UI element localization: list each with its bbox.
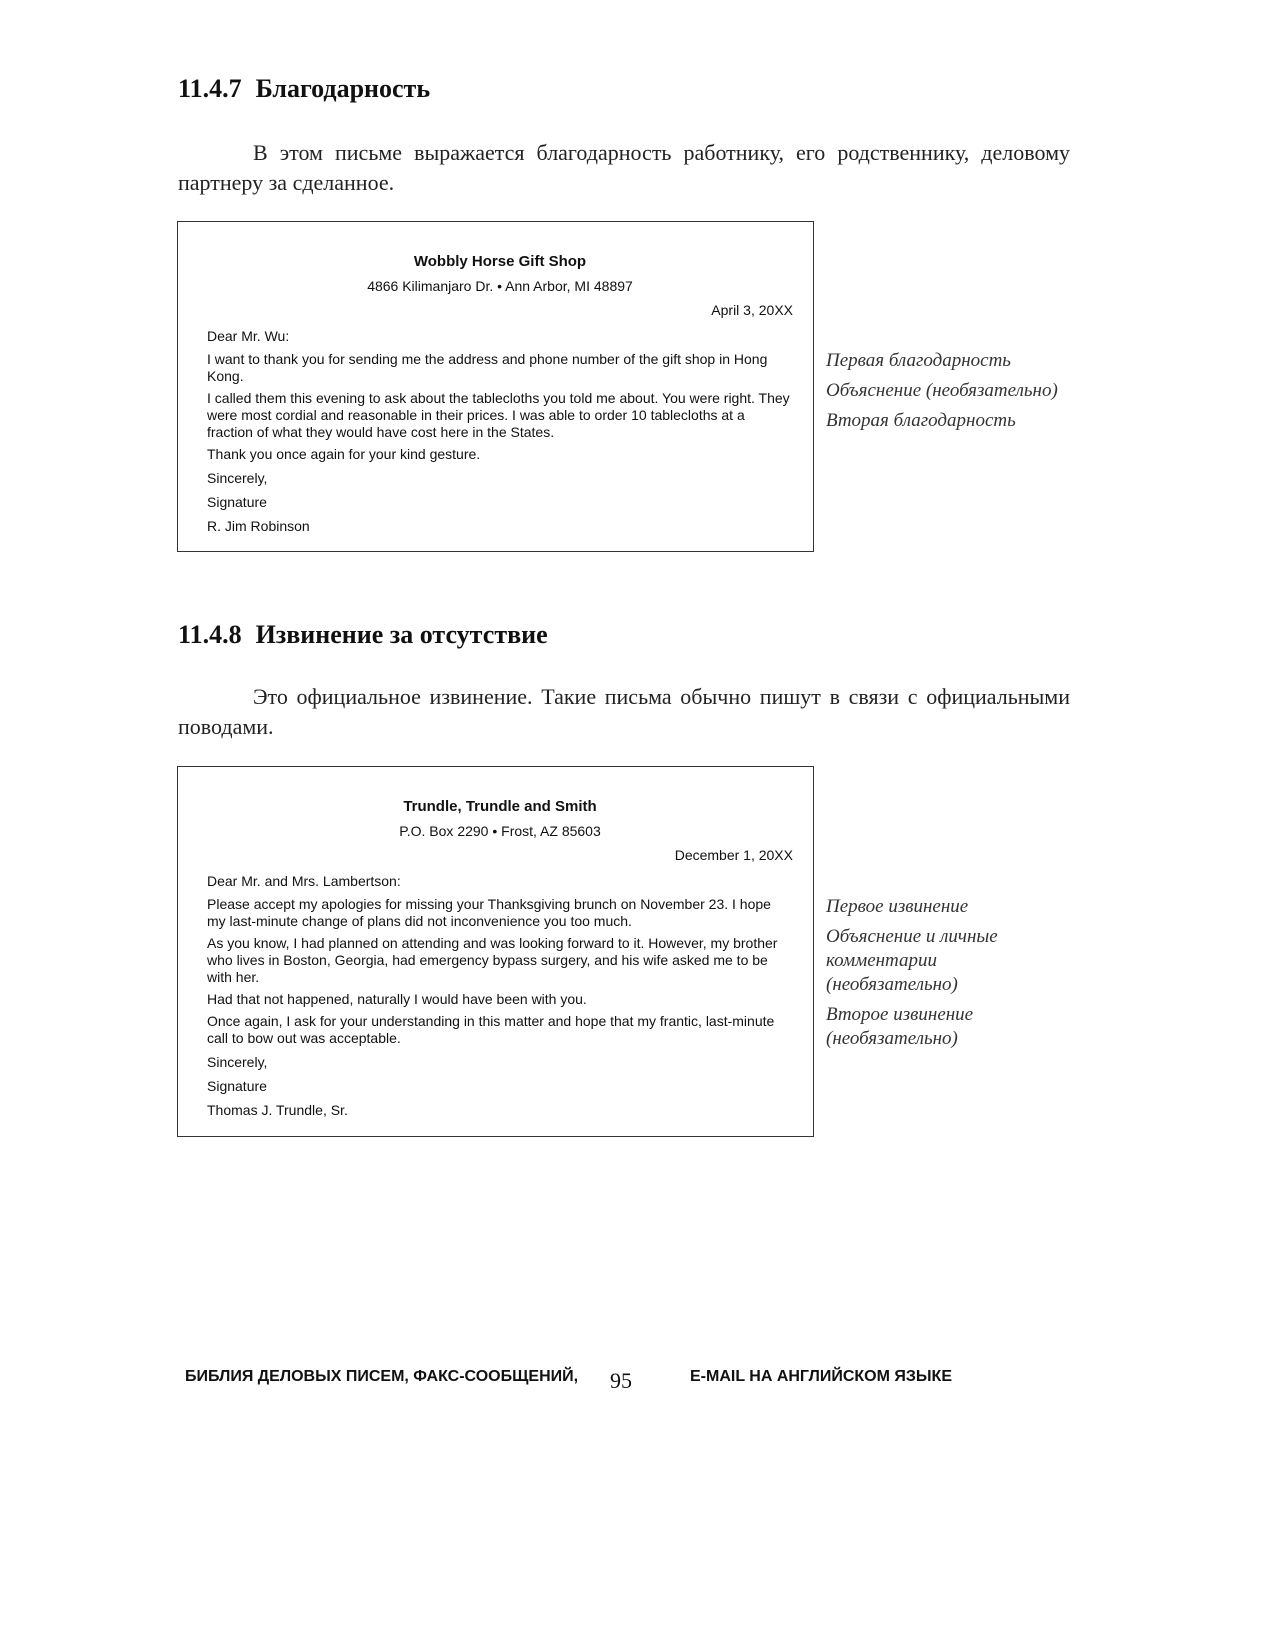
section-title: Благодарность xyxy=(255,74,431,103)
letter-annotations xyxy=(826,895,1066,1057)
letter-greeting: Dear Mr. Wu: xyxy=(207,328,290,344)
letter-date: April 3, 20XX xyxy=(711,302,793,318)
letter-paragraph: I want to thank you for sending me the address and phone number of the gift shop in Hong Kong. xyxy=(207,351,768,384)
letter-paragraph: Please accept my apologies for missing your Thanksgiving brunch on November 23. I hope my last-minute change of plans did not inconvenience you too much. xyxy=(207,896,771,929)
letter-company: Wobbly Horse Gift Shop xyxy=(413,253,587,270)
letter-greeting: Dear Mr. and Mrs. Lambertson: xyxy=(207,873,401,889)
letter-annotations xyxy=(826,349,1066,439)
letter-address: 4866 Kilimanjaro Dr. • Ann Arbor, MI 48897 xyxy=(367,278,633,294)
letter-sender: R. Jim Robinson xyxy=(207,518,310,534)
section-number: 11.4.8 xyxy=(178,620,242,649)
section-heading-apology xyxy=(178,620,548,650)
section-heading-thanks xyxy=(178,74,430,104)
letter-signature: Signature xyxy=(207,494,267,510)
section-number: 11.4.7 xyxy=(178,74,242,103)
letter-paragraph: Thank you once again for your kind gesture. xyxy=(207,446,481,462)
letter-date: December 1, 20XX xyxy=(674,847,793,863)
letter-closing: Sincerely, xyxy=(207,470,268,486)
footer-right-title: E-MAIL НА АНГЛИЙСКОМ ЯЗЫКЕ xyxy=(690,1368,952,1385)
letter-paragraph: Had that not happened, naturally I would have been with you. xyxy=(207,991,587,1007)
section-intro: В этом письме выражается благодарность работнику, его родственнику, деловому партнеру за сделанное. xyxy=(178,140,1070,195)
annotation: Первая благодарность xyxy=(826,350,1011,371)
section-title: Извинение за отсутствие xyxy=(255,620,548,649)
letter-signature: Signature xyxy=(207,1078,267,1094)
letter-address: P.O. Box 2290 • Frost, AZ 85603 xyxy=(399,823,601,839)
section-intro: Это официальное извинение. Такие письма обычно пишут в связи с официальными поводами. xyxy=(178,684,1070,739)
letter-box xyxy=(177,766,814,1137)
letter-closing: Sincerely, xyxy=(207,1054,268,1070)
annotation: Объяснение (необязательно) xyxy=(826,380,1058,401)
annotation: Вторая благодарность xyxy=(826,410,1016,431)
letter-company: Trundle, Trundle and Smith xyxy=(403,798,597,815)
annotation: Объяснение и личные комментарии (необязательно) xyxy=(826,926,998,995)
page-number: 95 xyxy=(610,1368,632,1393)
letter-box xyxy=(177,221,814,552)
letter-sender: Thomas J. Trundle, Sr. xyxy=(207,1102,348,1118)
letter-paragraph: I called them this evening to ask about the tablecloths you told me about. You were right. They were most cordial and reasonable in their prices. I was able to order 10 tablecloths at a fraction of what they would have cost here in the States. xyxy=(207,390,790,440)
letter-paragraph: As you know, I had planned on attending and was looking forward to it. However, my brother who lives in Boston, Georgia, had emergency bypass surgery, and his wife asked me to be with her. xyxy=(207,935,778,985)
annotation: Второе извинение (необязательно) xyxy=(826,1004,974,1049)
annotation: Первое извинение xyxy=(826,896,969,917)
letter-paragraph: Once again, I ask for your understanding in this matter and hope that my frantic, last-minute call to bow out was acceptable. xyxy=(207,1013,775,1046)
footer-left-title: БИБЛИЯ ДЕЛОВЫХ ПИСЕМ, ФАКС-СООБЩЕНИЙ, xyxy=(185,1368,579,1385)
